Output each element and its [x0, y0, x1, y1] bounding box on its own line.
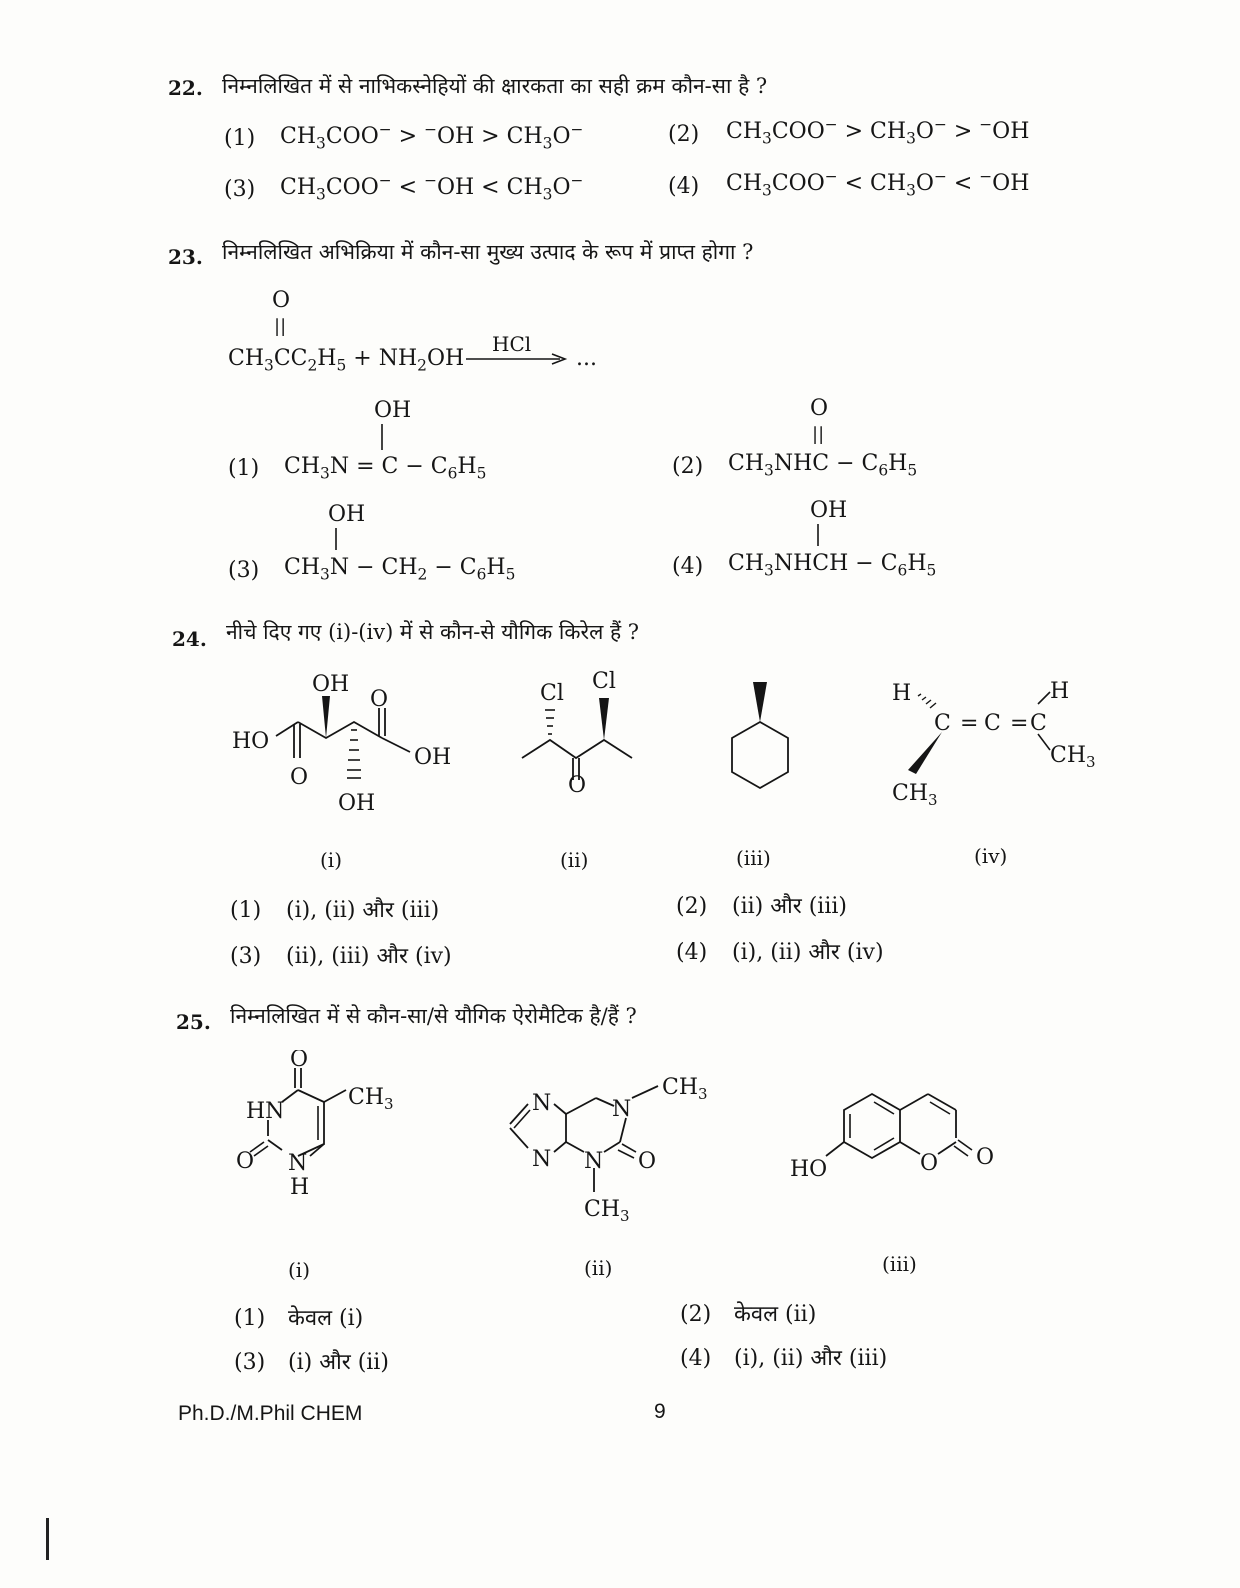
- atom-n: N: [532, 1091, 552, 1116]
- question-text: निम्नलिखित अभिक्रिया में कौन-सा मुख्य उत्पाद के रूप में प्राप्त होगा ?: [222, 240, 754, 264]
- reaction-arrow: [464, 352, 568, 366]
- atom-ch3: $CH_3$: [348, 1085, 394, 1113]
- bond-line: [380, 424, 384, 450]
- option-number: (1): [224, 126, 256, 151]
- option-number: (2): [676, 894, 708, 919]
- substituent-top: OH: [328, 502, 366, 527]
- double-bond-symbol: =: [960, 711, 979, 736]
- structure-label: (ii): [560, 848, 589, 872]
- atom-cl: Cl: [540, 681, 564, 706]
- atom-hn: HN: [246, 1099, 285, 1124]
- option-number: (3): [228, 558, 260, 583]
- atom-o: O: [920, 1151, 939, 1176]
- atom-ch3: $CH_3$: [584, 1197, 630, 1225]
- option-number: (4): [680, 1346, 712, 1371]
- option-number: (1): [228, 456, 260, 481]
- option-number: (3): [234, 1350, 266, 1375]
- atom-cl: Cl: [592, 669, 616, 694]
- atom-ch3: $CH_3$: [892, 781, 938, 809]
- structure-thymine: [226, 1050, 426, 1200]
- structure-label: (i): [320, 848, 343, 872]
- substituent-top: OH: [810, 498, 848, 523]
- option-text: (ii) और (iii): [732, 894, 848, 919]
- double-bond: ||: [812, 424, 825, 445]
- ellipsis: ...: [576, 346, 597, 371]
- option-number: (2): [680, 1302, 712, 1327]
- atom-o: O: [638, 1149, 657, 1174]
- atom-ch3: $CH_3$: [1050, 743, 1096, 771]
- question-text: निम्नलिखित में से कौन-सा/से यौगिक ऐरोमैटिक है/हैं ?: [230, 1004, 637, 1028]
- atom-o: O: [370, 687, 389, 712]
- structure-label: (ii): [584, 1256, 613, 1280]
- double-bond: ||: [274, 316, 287, 337]
- question-number: 25.: [176, 1010, 211, 1034]
- structure-label: (iii): [882, 1252, 917, 1276]
- atom-n: N: [532, 1147, 552, 1172]
- option-text: $CH_3COO^- > ^-OH > CH_3O^-$: [280, 120, 584, 153]
- option-number: (1): [230, 898, 262, 923]
- question-text: नीचे दिए गए (i)-(iv) में से कौन-से यौगिक किरेल हैं ?: [226, 620, 640, 644]
- atom-o: O: [290, 765, 309, 790]
- atom-ch3: $CH_3$: [662, 1075, 708, 1103]
- atom-c: C: [984, 711, 1001, 736]
- option-text: $CH_3NHCH - C_6H_5$: [728, 551, 937, 580]
- atom-c: C: [934, 711, 951, 736]
- option-number: (1): [234, 1306, 266, 1331]
- atom-n: N: [584, 1149, 604, 1174]
- option-text: $CH_3NHC - C_6H_5$: [728, 451, 918, 480]
- atom-ho: HO: [790, 1157, 828, 1182]
- structure-tartaric-acid: [220, 660, 480, 830]
- option-number: (3): [230, 944, 262, 969]
- atom-n: N: [288, 1151, 308, 1176]
- option-text: $CH_3COO^- < ^-OH < CH_3O^-$: [280, 171, 584, 204]
- option-text: (i), (ii) और (iii): [286, 898, 440, 923]
- option-text: $CH_3COO^- < CH_3O^- < ^-OH$: [726, 167, 1030, 200]
- reactants: $CH_3CC_2H_5 + NH_2OH$: [228, 346, 465, 375]
- atom-h: H: [892, 681, 912, 706]
- footer-course: Ph.D./M.Phil CHEM: [178, 1402, 363, 1425]
- margin-mark: [46, 1518, 49, 1560]
- option-number: (4): [668, 174, 700, 199]
- option-text: केवल (i): [288, 1306, 364, 1331]
- atom-o: O: [290, 1050, 309, 1072]
- atom-h: H: [1050, 679, 1070, 704]
- structure-hydroxycoumarin: [786, 1076, 1016, 1196]
- atom-o: O: [568, 773, 587, 798]
- option-number: (2): [668, 122, 700, 147]
- atom-o: O: [236, 1149, 255, 1174]
- atom-ho: HO: [232, 729, 270, 754]
- bond-line: [816, 524, 820, 546]
- option-text: (i), (ii) और (iv): [732, 940, 884, 965]
- atom-c: C: [1030, 711, 1047, 736]
- option-text: (i) और (ii): [288, 1350, 389, 1375]
- atom-o: O: [976, 1145, 995, 1170]
- structure-label: (iv): [974, 844, 1008, 868]
- option-text: $CH_3N - CH_2 - C_6H_5$: [284, 555, 516, 584]
- option-number: (2): [672, 454, 704, 479]
- option-number: (4): [676, 940, 708, 965]
- option-text: $CH_3COO^- > CH_3O^- > ^-OH$: [726, 115, 1030, 148]
- atom-h: H: [290, 1175, 310, 1200]
- option-text: $CH_3N = C - C_6H_5$: [284, 454, 487, 483]
- option-text: (i), (ii) और (iii): [734, 1346, 888, 1371]
- option-number: (4): [672, 554, 704, 579]
- option-text: (ii), (iii) और (iv): [286, 944, 452, 969]
- structure-allene: [880, 670, 1120, 820]
- structure-label: (iii): [736, 846, 771, 870]
- question-number: 23.: [168, 245, 203, 269]
- question-number: 24.: [172, 627, 207, 651]
- atom-oh: OH: [312, 672, 350, 697]
- structure-dichloropentanone: [510, 660, 650, 800]
- question-text: निम्नलिखित में से नाभिकस्नेहियों की क्षारकता का सही क्रम कौन-सा है ?: [222, 74, 768, 98]
- substituent-top: O: [810, 396, 829, 421]
- atom-oh: OH: [338, 791, 376, 816]
- structure-imidazopyrimidine: [498, 1068, 738, 1228]
- option-text: केवल (ii): [734, 1302, 817, 1327]
- structure-label: (i): [288, 1258, 311, 1282]
- reagent: HCl: [492, 332, 532, 356]
- atom-oh: OH: [414, 745, 452, 770]
- option-number: (3): [224, 177, 256, 202]
- bond-line: [334, 528, 338, 550]
- substituent-top: OH: [374, 398, 412, 423]
- structure-methylcyclohexane: [710, 676, 810, 806]
- page-number: 9: [654, 1400, 666, 1423]
- carbonyl-oxygen: O: [272, 288, 291, 313]
- double-bond-symbol: =: [1010, 711, 1029, 736]
- atom-n: N: [612, 1097, 632, 1122]
- question-number: 22.: [168, 76, 203, 100]
